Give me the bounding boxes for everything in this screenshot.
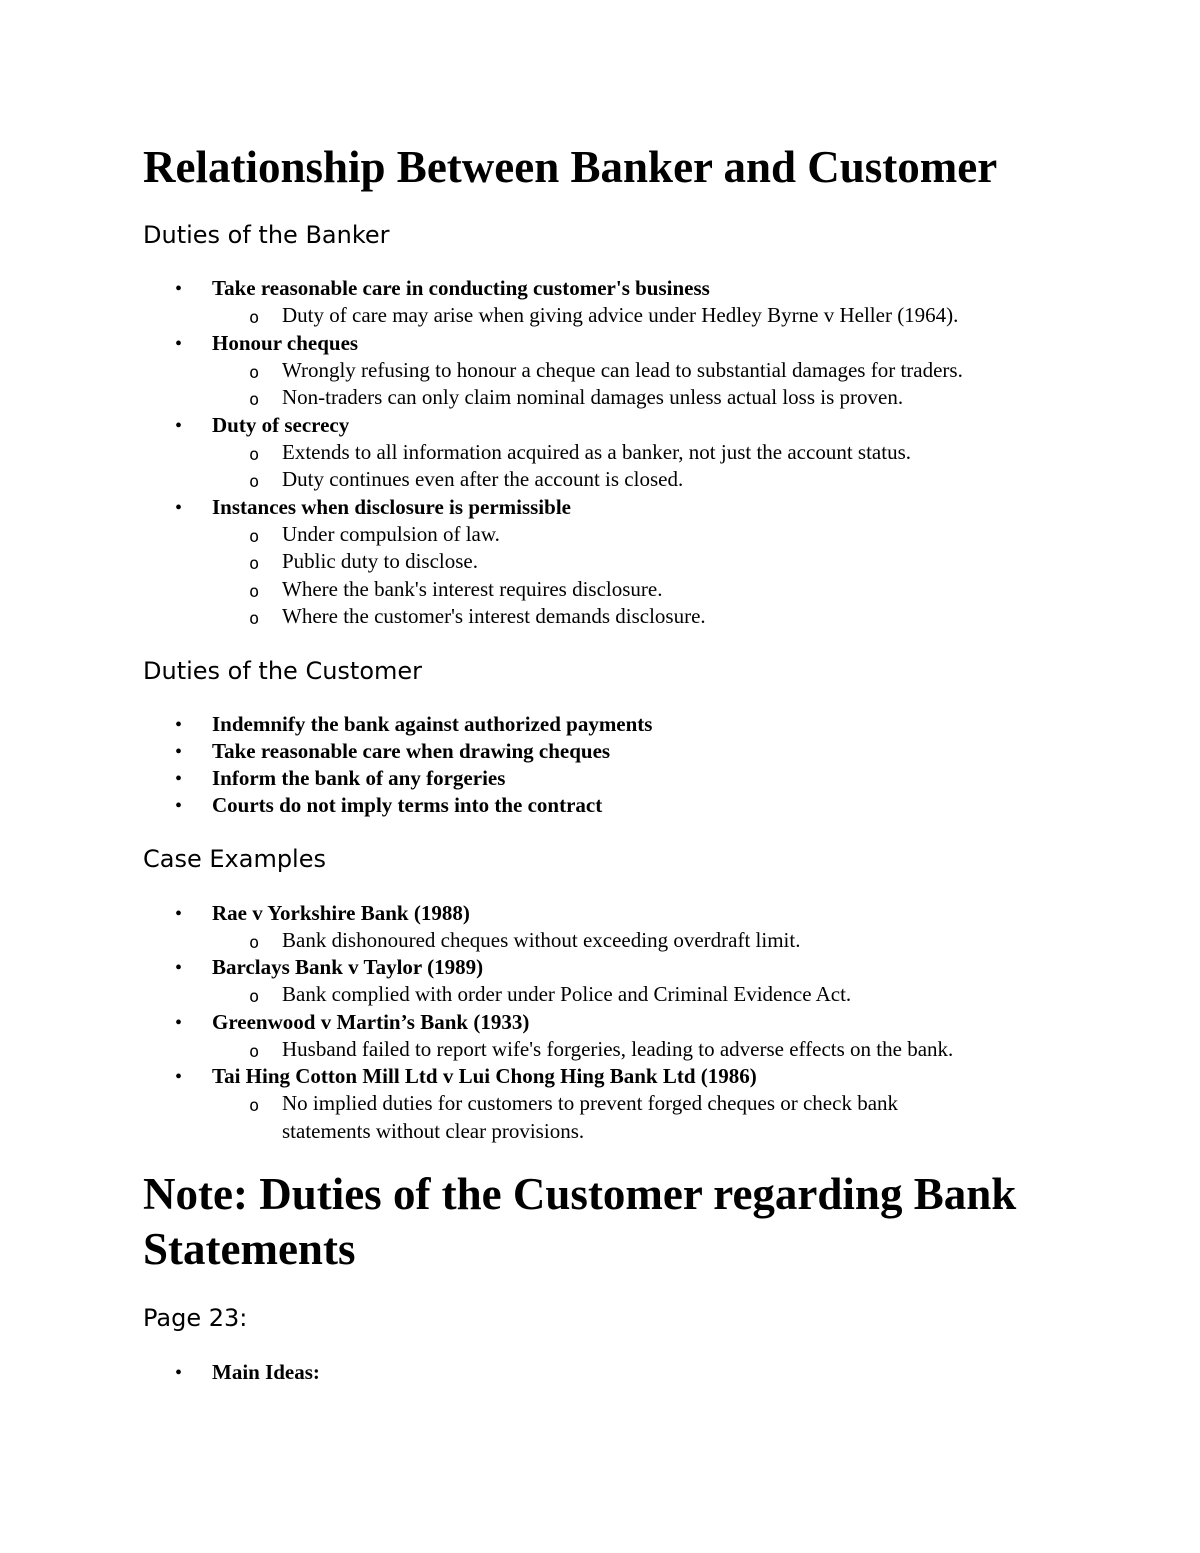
- bullet-icon: •: [175, 740, 183, 763]
- list-item: [143, 275, 1103, 330]
- list-item: [143, 1359, 1103, 1386]
- sub-list-item-text: Under compulsion of law.: [282, 521, 500, 546]
- sub-list-item-text: Duty continues even after the account is closed.: [282, 467, 684, 491]
- list-item: [143, 1063, 1103, 1145]
- sub-bullet-icon: o: [249, 444, 260, 465]
- sub-bullet-icon: o: [249, 609, 260, 629]
- sub-bullet-icon: o: [249, 472, 260, 492]
- sub-list-item: [143, 466, 1103, 494]
- bullet-icon: •: [175, 1362, 183, 1384]
- case-title: Rae v Yorkshire Bank (1988): [212, 900, 470, 925]
- list-item: [143, 412, 1103, 494]
- sub-list-item: [143, 302, 1103, 330]
- list-item: [143, 1009, 1103, 1064]
- list-item-label: Inform the bank of any forgeries: [212, 765, 506, 790]
- list-item-label: Take reasonable care when drawing cheques: [212, 738, 611, 763]
- bullet-icon: •: [175, 496, 183, 519]
- bullet-icon: •: [175, 278, 183, 300]
- list-item: [143, 738, 1103, 765]
- bullet-icon: •: [175, 767, 183, 790]
- case-title: Tai Hing Cotton Mill Ltd v Lui Chong Hing Bank Ltd (1986): [212, 1064, 757, 1088]
- sub-bullet-icon: o: [249, 308, 260, 328]
- sub-list-item: [143, 357, 1103, 385]
- bullet-icon: •: [175, 1011, 183, 1034]
- sub-list-item: [143, 981, 1103, 1009]
- list-item: [143, 711, 1103, 738]
- bullet-icon: •: [175, 957, 183, 979]
- sub-list-item: [143, 548, 1103, 576]
- list-item-label: Instances when disclosure is permissible: [212, 494, 571, 519]
- customer-duties-list: [143, 711, 1103, 819]
- list-item-label: Honour cheques: [212, 330, 359, 355]
- sub-list-item-text: Bank complied with order under Police and Criminal Evidence Act.: [282, 982, 852, 1006]
- list-item-label: Duty of secrecy: [212, 412, 350, 437]
- list-item-label: Main Ideas:: [212, 1360, 320, 1384]
- list-item: [143, 900, 1103, 955]
- section-heading-banker: Duties of the Banker: [143, 221, 390, 249]
- sub-list-item: [143, 439, 1103, 467]
- section-heading-cases: Case Examples: [143, 844, 326, 873]
- sub-list-item: [143, 576, 1103, 604]
- sub-list-item-text: Husband failed to report wife's forgeries, leading to adverse effects on the bank.: [282, 1036, 954, 1061]
- case-title: Barclays Bank v Taylor (1989): [212, 955, 484, 979]
- note-title: Note: Duties of the Customer regarding Bank Statements: [143, 1169, 1017, 1274]
- sub-list-item-text: Wrongly refusing to honour a cheque can lead to substantial damages for traders.: [282, 357, 963, 382]
- sub-list-item-text: Duty of care may arise when giving advice under Hedley Byrne v Heller (1964).: [282, 303, 959, 327]
- page-reference-heading: Page 23:: [143, 1304, 248, 1332]
- bullet-icon: •: [175, 332, 183, 355]
- sub-bullet-icon: o: [249, 1041, 260, 1062]
- case-examples-list: [143, 900, 1103, 1146]
- sub-list-item: [143, 384, 1103, 412]
- bullet-icon: •: [175, 794, 183, 817]
- sub-list-item-text: No implied duties for customers to prevent forged cheques or check bank statements without clear provisions.: [282, 1091, 899, 1143]
- list-item-label: Take reasonable care in conducting customer's business: [212, 276, 710, 300]
- sub-list: [212, 521, 1103, 631]
- sub-bullet-icon: o: [249, 1096, 260, 1116]
- page-title: Relationship Between Banker and Customer: [143, 142, 998, 192]
- sub-list-item: [143, 603, 1103, 631]
- section-heading-customer: Duties of the Customer: [143, 656, 423, 685]
- sub-list-item-text: Extends to all information acquired as a banker, not just the account status.: [282, 439, 911, 464]
- list-item: [143, 792, 1103, 819]
- sub-bullet-icon: o: [249, 581, 260, 602]
- sub-list: [212, 439, 1103, 494]
- bullet-icon: •: [175, 1066, 183, 1088]
- sub-list-item-text: Non-traders can only claim nominal damages unless actual loss is proven.: [282, 385, 904, 409]
- sub-bullet-icon: o: [249, 390, 260, 410]
- bullet-icon: •: [175, 414, 183, 437]
- sub-list-item-text: Where the customer's interest demands disclosure.: [282, 604, 706, 628]
- list-item: [143, 330, 1103, 412]
- list-item-label: Courts do not imply terms into the contract: [212, 792, 603, 817]
- sub-list: [212, 981, 1103, 1009]
- bullet-icon: •: [175, 902, 183, 925]
- main-ideas-list: [143, 1359, 1103, 1386]
- sub-bullet-icon: o: [249, 554, 260, 574]
- sub-list: [212, 1036, 1103, 1064]
- sub-bullet-icon: o: [249, 987, 260, 1007]
- sub-list: [212, 302, 1103, 330]
- sub-bullet-icon: o: [249, 362, 260, 383]
- document-content: [143, 140, 1103, 1386]
- sub-list-item-text: Where the bank's interest requires disclosure.: [282, 576, 663, 601]
- sub-list: [212, 1090, 1103, 1145]
- bullet-icon: •: [175, 713, 183, 736]
- sub-list: [212, 927, 1103, 955]
- list-item: [143, 954, 1103, 1009]
- list-item: [143, 765, 1103, 792]
- sub-list-item: [143, 927, 1103, 955]
- sub-list: [212, 357, 1103, 412]
- sub-list-item-text: Public duty to disclose.: [282, 549, 478, 573]
- banker-duties-list: [143, 275, 1103, 631]
- sub-list-item: [143, 1090, 1103, 1145]
- sub-list-item: [143, 521, 1103, 549]
- sub-bullet-icon: o: [249, 526, 260, 547]
- sub-list-item: [143, 1036, 1103, 1064]
- sub-bullet-icon: o: [249, 932, 260, 953]
- sub-list-item-text: Bank dishonoured cheques without exceeding overdraft limit.: [282, 927, 801, 952]
- list-item: [143, 494, 1103, 631]
- case-title: Greenwood v Martin’s Bank (1933): [212, 1009, 530, 1034]
- list-item-label: Indemnify the bank against authorized payments: [212, 711, 653, 736]
